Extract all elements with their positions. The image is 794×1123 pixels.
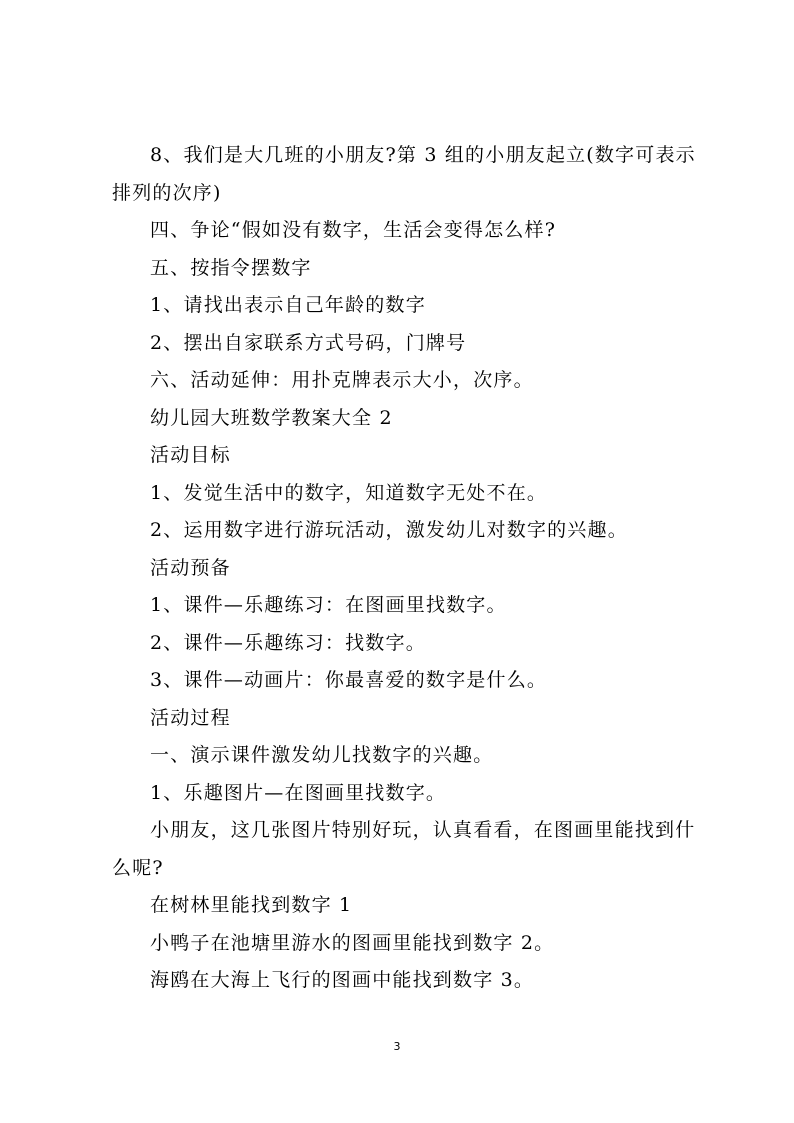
paragraph: 一、演示课件激发幼儿找数字的兴趣。 (150, 744, 494, 766)
subheading: 活动预备 (150, 556, 231, 579)
paragraph: 8、我们是大几班的小朋友?第 3 组的小朋友起立(数字可表示排列的次序) (112, 144, 696, 204)
paragraph: 五、按指令摆数字 (150, 256, 312, 279)
paragraph: 四、争论“假如没有数字，生活会变得怎么样? (150, 219, 557, 241)
paragraph: 2、课件—乐趣练习：找数字。 (150, 631, 426, 654)
section-heading: 幼儿园大班数学教案大全 2 (150, 406, 393, 429)
paragraph: 在树林里能找到数字 1 (150, 894, 353, 916)
paragraph: 1、请找出表示自己年龄的数字 (150, 294, 426, 316)
paragraph: 2、运用数字进行游玩活动，激发幼儿对数字的兴趣。 (150, 519, 628, 541)
page-number: 3 (393, 1040, 401, 1053)
subheading: 活动过程 (150, 706, 231, 729)
paragraph: 2、摆出自家联系方式号码，门牌号 (150, 331, 467, 354)
paragraph: 六、活动延伸：用扑克牌表示大小，次序。 (150, 369, 534, 391)
paragraph: 1、发觉生活中的数字，知道数字无处不在。 (150, 481, 548, 504)
paragraph: 3、课件—动画片：你最喜爱的数字是什么。 (150, 669, 548, 691)
paragraph: 1、乐趣图片—在图画里找数字。 (150, 781, 447, 804)
paragraph: 小朋友，这几张图片特别好玩，认真看看，在图画里能找到什么呢? (112, 819, 696, 879)
paragraph: 小鸭子在池塘里游水的图画里能找到数字 2。 (150, 931, 555, 954)
document-body (112, 137, 702, 1000)
paragraph: 海鸥在大海上飞行的图画中能找到数字 3。 (150, 969, 535, 991)
paragraph: 1、课件—乐趣练习：在图画里找数字。 (150, 594, 507, 616)
subheading: 活动目标 (150, 444, 231, 466)
